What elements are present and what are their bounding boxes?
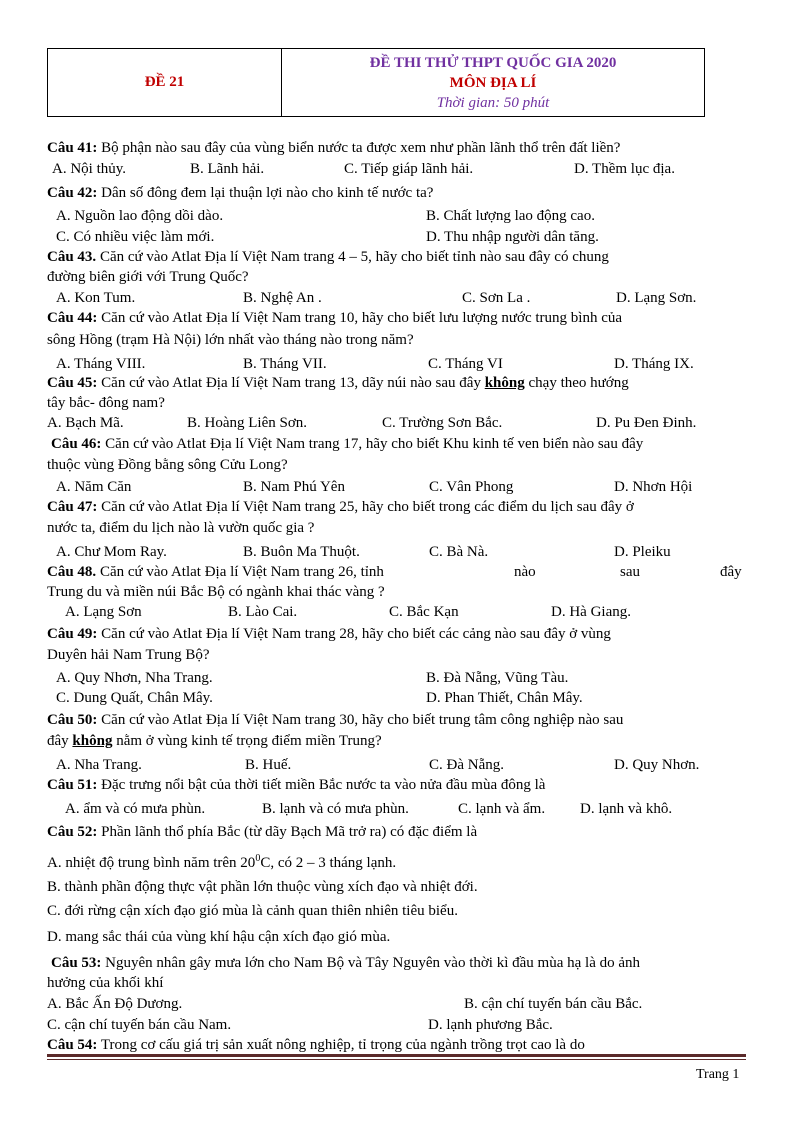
q41-option-b: B. Lãnh hải.: [190, 161, 265, 177]
q52-option-d: D. mang sắc thái của vùng khí hậu cận xích đạo gió mùa.: [47, 929, 391, 945]
q50-option-b: B. Huế.: [245, 757, 292, 773]
question-46-line2: thuộc vùng Đồng bằng sông Cửu Long?: [47, 457, 288, 473]
question-44: Câu 44: Căn cứ vào Atlat Địa lí Việt Nam trang 10, hãy cho biết lưu lượng nước trung bình của: [47, 310, 623, 326]
page-number: Trang 1: [696, 1067, 740, 1082]
footer-rule-thin: [47, 1059, 746, 1060]
emphasis-khong: không: [72, 733, 113, 749]
q50-option-a: A. Nha Trang.: [56, 757, 142, 773]
question-53: Câu 53: Nguyên nhân gây mưa lớn cho Nam Bộ và Tây Nguyên vào thời kì đầu mùa hạ là do ảnh: [51, 955, 641, 971]
question-50-line2: đây không nằm ở vùng kinh tế trọng điểm miền Trung?: [47, 733, 382, 749]
q48-option-b: B. Lào Cai.: [228, 604, 298, 620]
question-48-word-day: đây: [720, 564, 742, 580]
q51-option-a: A. ẩm và có mưa phùn.: [65, 801, 206, 817]
q44-option-c: C. Tháng VI: [428, 356, 503, 372]
question-48-line2: Trung du và miền núi Bắc Bộ có ngành khai thác vàng ?: [47, 584, 385, 600]
question-43-line2: đường biên giới với Trung Quốc?: [47, 269, 249, 285]
q44-option-d: D. Tháng IX.: [614, 356, 694, 372]
exam-code: ĐỀ 21: [48, 49, 282, 116]
q46-option-b: B. Nam Phú Yên: [243, 479, 345, 495]
question-51: Câu 51: Đặc trưng nổi bật của thời tiết miền Bắc nước ta vào nửa đầu mùa đông là: [47, 777, 546, 793]
q42-option-b: B. Chất lượng lao động cao.: [426, 208, 595, 224]
q51-option-b: B. lạnh và có mưa phùn.: [262, 801, 409, 817]
q53-option-d: D. lạnh phương Bắc.: [428, 1017, 553, 1033]
q43-option-b: B. Nghệ An .: [243, 290, 322, 306]
question-45: Câu 45: Căn cứ vào Atlat Địa lí Việt Nam trang 13, dãy núi nào sau đây không chạy theo hướng: [47, 375, 629, 391]
q46-option-a: A. Năm Căn: [56, 479, 132, 495]
q47-option-b: B. Buôn Ma Thuột.: [243, 544, 360, 560]
q49-option-c: C. Dung Quất, Chân Mây.: [56, 690, 213, 706]
question-50: Câu 50: Căn cứ vào Atlat Địa lí Việt Nam trang 30, hãy cho biết trung tâm công nghiệp nào sau: [47, 712, 624, 728]
q43-option-a: A. Kon Tum.: [56, 290, 136, 306]
q48-option-d: D. Hà Giang.: [551, 604, 631, 620]
q42-option-d: D. Thu nhập người dân tăng.: [426, 229, 599, 245]
q53-option-a: A. Bắc Ấn Độ Dương.: [47, 996, 183, 1012]
q51-option-d: D. lạnh và khô.: [580, 801, 673, 817]
q47-option-c: C. Bà Nà.: [429, 544, 489, 560]
question-48-word-sau: sau: [620, 564, 640, 580]
question-44-line2: sông Hồng (trạm Hà Nội) lớn nhất vào tháng nào trong năm?: [47, 332, 414, 348]
q41-option-c: C. Tiếp giáp lãnh hải.: [344, 161, 474, 177]
question-52: Câu 52: Phần lãnh thổ phía Bắc (từ dãy Bạch Mã trở ra) có đặc điểm là: [47, 824, 478, 840]
q52-option-b: B. thành phần động thực vật phần lớn thuộc vùng xích đạo và nhiệt đới.: [47, 879, 478, 895]
q48-option-c: C. Bắc Kạn: [389, 604, 459, 620]
q44-option-a: A. Tháng VIII.: [56, 356, 146, 372]
question-45-line2: tây bắc- đông nam?: [47, 395, 165, 411]
q45-option-a: A. Bạch Mã.: [47, 415, 124, 431]
exam-header: [47, 48, 705, 117]
question-47-line2: nước ta, điểm du lịch nào là vườn quốc gia ?: [47, 520, 315, 536]
q49-option-d: D. Phan Thiết, Chân Mây.: [426, 690, 583, 706]
q50-option-c: C. Đà Nẵng.: [429, 757, 504, 773]
q45-option-b: B. Hoàng Liên Sơn.: [187, 415, 308, 431]
q46-option-d: D. Nhơn Hội: [614, 479, 693, 495]
exam-subject: MÔN ĐỊA LÍ: [449, 74, 537, 91]
q41-option-a: A. Nội thủy.: [52, 161, 127, 177]
q43-option-c: C. Sơn La .: [462, 290, 531, 306]
q50-option-d: D. Quy Nhơn.: [614, 757, 700, 773]
emphasis-khong: không: [484, 375, 525, 391]
question-48-word-nao: nào: [514, 564, 536, 580]
q47-option-d: D. Pleiku: [614, 544, 671, 560]
q44-option-b: B. Tháng VII.: [243, 356, 327, 372]
question-54: Câu 54: Trong cơ cấu giá trị sản xuất nông nghiệp, tỉ trọng của ngành trồng trọt cao là do: [47, 1037, 585, 1053]
q47-option-a: A. Chư Mom Ray.: [56, 544, 167, 560]
question-53-line2: hưởng của khối khí: [47, 975, 164, 991]
question-48: Câu 48. Căn cứ vào Atlat Địa lí Việt Nam trang 26, tỉnh: [47, 564, 384, 580]
question-47: Câu 47: Căn cứ vào Atlat Địa lí Việt Nam trang 25, hãy cho biết trong các điểm du lịch sau đây ở: [47, 499, 634, 515]
question-49: Câu 49: Căn cứ vào Atlat Địa lí Việt Nam trang 28, hãy cho biết các cảng nào sau đây ở vùng: [47, 626, 611, 642]
q48-option-a: A. Lạng Sơn: [65, 604, 142, 620]
q49-option-a: A. Quy Nhơn, Nha Trang.: [56, 670, 213, 686]
exam-title-block: [282, 49, 704, 116]
question-49-line2: Duyên hải Nam Trung Bộ?: [47, 647, 210, 663]
q49-option-b: B. Đà Nẵng, Vũng Tàu.: [426, 670, 569, 686]
q43-option-d: D. Lạng Sơn.: [616, 290, 697, 306]
q53-option-c: C. cận chí tuyến bán cầu Nam.: [47, 1017, 232, 1033]
q51-option-c: C. lạnh và ẩm.: [458, 801, 546, 817]
question-43: Câu 43. Căn cứ vào Atlat Địa lí Việt Nam trang 4 – 5, hãy cho biết tỉnh nào sau đây có chung: [47, 249, 609, 265]
exam-time: Thời gian: 50 phút: [436, 94, 550, 111]
question-41: Câu 41: Bộ phận nào sau đây của vùng biển nước ta được xem như phần lãnh thổ trên đất liền?: [47, 140, 621, 156]
q46-option-c: C. Vân Phong: [429, 479, 514, 495]
q45-option-c: C. Trường Sơn Bắc.: [382, 415, 503, 431]
q52-option-a: A. nhiệt độ trung bình năm trên $20^0C$, có 2 – 3 tháng lạnh.: [47, 853, 397, 871]
q41-option-d: D. Thềm lục địa.: [574, 161, 675, 177]
footer-rule: [47, 1054, 746, 1057]
q52-option-c: C. đới rừng cận xích đạo gió mùa là cảnh quan thiên nhiên tiêu biểu.: [47, 903, 458, 919]
q42-option-c: C. Có nhiều việc làm mới.: [56, 229, 215, 245]
q42-option-a: A. Nguồn lao động dồi dào.: [56, 208, 224, 224]
question-42: Câu 42: Dân số đông đem lại thuận lợi nào cho kinh tế nước ta?: [47, 185, 434, 201]
q45-option-d: D. Pu Đen Đinh.: [596, 415, 697, 431]
exam-title: ĐỀ THI THỬ THPT QUỐC GIA 2020: [369, 54, 617, 71]
q53-option-b: B. cận chí tuyến bán cầu Bắc.: [464, 996, 643, 1012]
question-46: Câu 46: Căn cứ vào Atlat Địa lí Việt Nam trang 17, hãy cho biết Khu kinh tế ven biển nào sau đây: [51, 436, 644, 452]
